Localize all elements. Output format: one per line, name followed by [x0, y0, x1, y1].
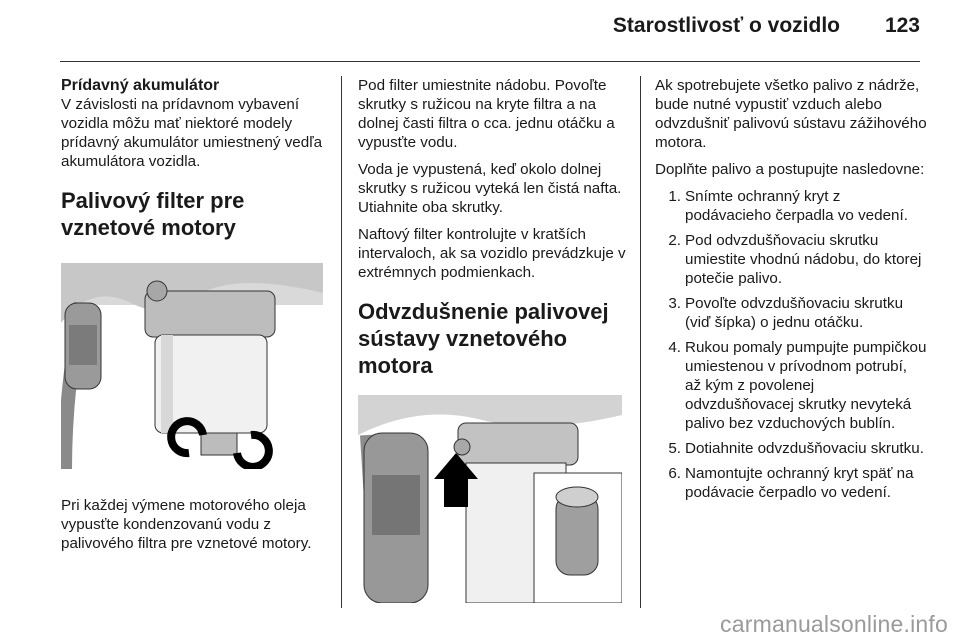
list-item: 4. Rukou pomaly pumpujte pumpičkou umiestenou v prívodnom potrubí, až kým z povolenej odvzdušňovacej skrutky nevyteká palivo bez vzduchových bublín.	[668, 339, 927, 432]
list-item: 5. Dotiahnite odvzdušňovaciu skrutku.	[668, 440, 924, 457]
bleeding-heading: Odvzdušnenie palivovej sústavy vznetového motora	[358, 299, 609, 378]
header-divider	[60, 61, 920, 62]
bleed-intro-text: Ak spotrebujete všetko palivo z nádrže, bude nutné vypustiť vzduch alebo odvzdušniť palivovú sústavu zážihového motora.	[655, 77, 927, 151]
page-header-title: Starostlivosť o vozidlo	[612, 14, 840, 37]
column-right	[655, 76, 927, 508]
bleeding-illustration	[358, 395, 626, 608]
after-figure-text: Pri každej výmene motorového oleja vypusťte kondenzovanú vodu z palivového filtra pre vznetové motory.	[61, 497, 312, 552]
list-item: 3. Povoľte odvzdušňovaciu skrutku (viď šípka) o jednu otáčku.	[668, 295, 904, 331]
bleed-steps-list	[655, 187, 927, 502]
list-item: 1. Snímte ochranný kryt z podávacieho čerpadla vo vedení.	[668, 188, 908, 224]
column-middle	[358, 76, 626, 608]
watermark: carmanualsonline.info	[720, 611, 948, 637]
fuel-filter-heading: Palivový filter pre vznetové motory	[61, 188, 245, 240]
column-left	[61, 76, 329, 561]
bleed-lead-text: Doplňte palivo a postupujte nasledovne:	[655, 161, 925, 178]
fuel-filter-illustration	[61, 263, 329, 474]
list-item: 6. Namontujte ochranný kryt späť na podávacie čerpadlo vo vedení.	[668, 465, 914, 501]
check-interval-text: Naftový filter kontrolujte v kratších intervaloch, ak sa vozidlo prevádzkuje v extrémnych podmienkach.	[358, 226, 626, 281]
page-number: 123	[884, 14, 920, 37]
drain-instructions: Pod filter umiestnite nádobu. Povoľte skrutky s ružicou na kryte filtra a na dolnej časti filtra o cca. jednu otáčku a vypusťte vodu.	[358, 77, 615, 151]
drain-complete-text: Voda je vypustená, keď okolo dolnej skrutky s ružicou vyteká len čistá nafta. Utiahnite oba skrutky.	[358, 161, 622, 216]
aux-battery-text: V závislosti na prídavnom vybavení vozidla môžu mať niektoré modely prídavný akumulátor umiestnený vedľa akumulátora vozidla.	[61, 96, 323, 170]
aux-battery-heading: Prídavný akumulátor	[61, 77, 220, 94]
column-divider-1	[341, 76, 342, 608]
list-item: 2. Pod odvzdušňovaciu skrutku umiestite vhodnú nádobu, do ktorej potečie palivo.	[668, 232, 922, 287]
column-divider-2	[640, 76, 641, 608]
